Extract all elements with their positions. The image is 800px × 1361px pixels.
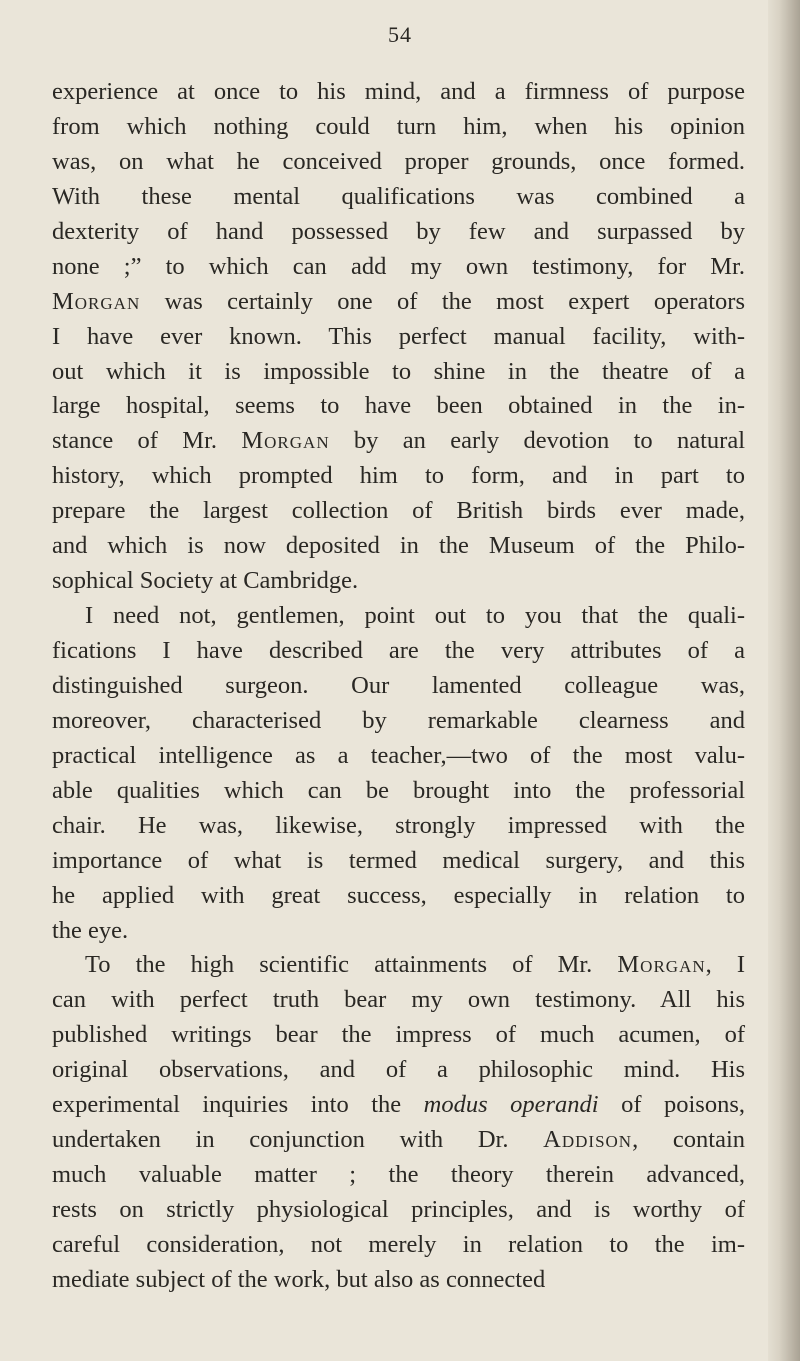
text-run: experience at once to his mind, and a firmness of purpose xyxy=(52,78,745,105)
text-run: importance of what is termed medical surgery, and this xyxy=(52,846,745,874)
text-run: of poisons, xyxy=(598,1091,745,1119)
text-run: and which is now deposited in the Museum of the Philo- xyxy=(52,532,745,560)
text-run: able qualities which can be brought into the professorial xyxy=(52,776,745,804)
text-run: was, on what he conceived proper grounds, once formed. xyxy=(52,147,745,175)
text-run: , I xyxy=(705,951,745,979)
text-line xyxy=(52,879,745,914)
text-run: large hospital, seems to have been obtained in the in- xyxy=(52,392,745,420)
text-line xyxy=(52,529,745,564)
text-run: mediate subject of the work, but also as connected xyxy=(52,1265,546,1293)
text-run: sophical Society at Cambridge. xyxy=(52,567,359,595)
text-run: original observations, and of a philosophic mind. His xyxy=(52,1056,745,1084)
text-run: fications I have described are the very attributes of a xyxy=(52,637,745,664)
text-run: dexterity of hand possessed by few and surpassed by xyxy=(52,217,745,245)
text-run: published writings bear the impress of much acumen, of xyxy=(52,1021,745,1049)
text-line xyxy=(52,285,745,320)
text-line xyxy=(52,564,745,599)
text-run: was certainly one of the most expert operators xyxy=(140,287,745,315)
text-line xyxy=(52,844,745,879)
name-small-caps: Addison xyxy=(543,1126,633,1154)
text-line xyxy=(52,459,745,494)
text-line xyxy=(52,320,745,355)
text-run: moreover, characterised by remarkable clearness and xyxy=(52,706,745,734)
text-line xyxy=(52,215,745,250)
text-line xyxy=(52,1158,745,1193)
text-run: none ;” to which can add my own testimony, for Mr. xyxy=(52,252,745,280)
text-line xyxy=(52,180,745,215)
name-small-caps: Morgan xyxy=(617,951,706,979)
text-run: undertaken in conjunction with Dr. xyxy=(52,1126,544,1154)
text-line xyxy=(52,1053,745,1088)
text-run: can with perfect truth bear my own testimony. All his xyxy=(52,986,745,1014)
name-small-caps: Morgan xyxy=(241,427,330,455)
text-line xyxy=(52,1263,745,1298)
text-line xyxy=(52,1228,745,1263)
text-run: practical intelligence as a teacher,—two of the most valu- xyxy=(52,741,745,769)
text-run: , contain xyxy=(632,1126,745,1154)
text-run: the eye. xyxy=(52,916,129,944)
text-run: careful consideration, not merely in relation to the im- xyxy=(52,1230,745,1258)
text-line xyxy=(52,494,745,529)
text-line xyxy=(52,634,745,669)
text-run: he applied with great success, especially in relation to xyxy=(52,881,745,909)
text-line xyxy=(52,1193,745,1228)
text-line xyxy=(52,739,745,774)
text-run: stance of Mr. xyxy=(52,427,242,455)
text-line xyxy=(52,250,745,285)
text-line xyxy=(52,599,745,634)
text-run: To the high scientific attainments of Mr. xyxy=(85,951,618,979)
text-line xyxy=(52,145,745,180)
text-line xyxy=(52,355,745,390)
text-run: from which nothing could turn him, when his opinion xyxy=(52,112,745,140)
text-run: With these mental qualifications was combined a xyxy=(52,182,745,210)
italic-phrase: modus operandi xyxy=(423,1091,599,1119)
text-run: rests on strictly physiological principles, and is worthy of xyxy=(52,1196,745,1223)
text-run: chair. He was, likewise, strongly impressed with the xyxy=(52,811,745,839)
text-run: distinguished surgeon. Our lamented colleague was, xyxy=(52,671,745,699)
text-line xyxy=(52,774,745,809)
text-line xyxy=(52,983,745,1018)
text-line xyxy=(52,1088,745,1123)
text-line xyxy=(52,669,745,704)
text-run: history, which prompted him to form, and in part to xyxy=(52,462,745,490)
text-line xyxy=(52,110,745,145)
text-line xyxy=(52,1018,745,1053)
body-text xyxy=(52,75,745,1298)
text-line xyxy=(52,948,745,983)
text-line xyxy=(52,75,745,110)
text-run: out which it is impossible to shine in the theatre of a xyxy=(52,357,745,385)
text-line xyxy=(52,704,745,739)
text-run: prepare the largest collection of British birds ever made, xyxy=(52,497,745,525)
text-run: I need not, gentlemen, point out to you that the quali- xyxy=(85,602,745,630)
text-run: experimental inquiries into the xyxy=(52,1091,424,1119)
text-line xyxy=(52,914,745,949)
text-line xyxy=(52,1123,745,1158)
text-line xyxy=(52,389,745,424)
page-number: 54 xyxy=(388,22,412,47)
name-small-caps: Morgan xyxy=(52,287,141,315)
page-binding-edge xyxy=(768,0,800,1361)
text-run: by an early devotion to natural xyxy=(329,427,746,455)
text-run: much valuable matter ; the theory therein advanced, xyxy=(52,1161,745,1189)
text-run: I have ever known. This perfect manual facility, with- xyxy=(52,322,745,350)
text-line xyxy=(52,809,745,844)
text-line xyxy=(52,424,745,459)
